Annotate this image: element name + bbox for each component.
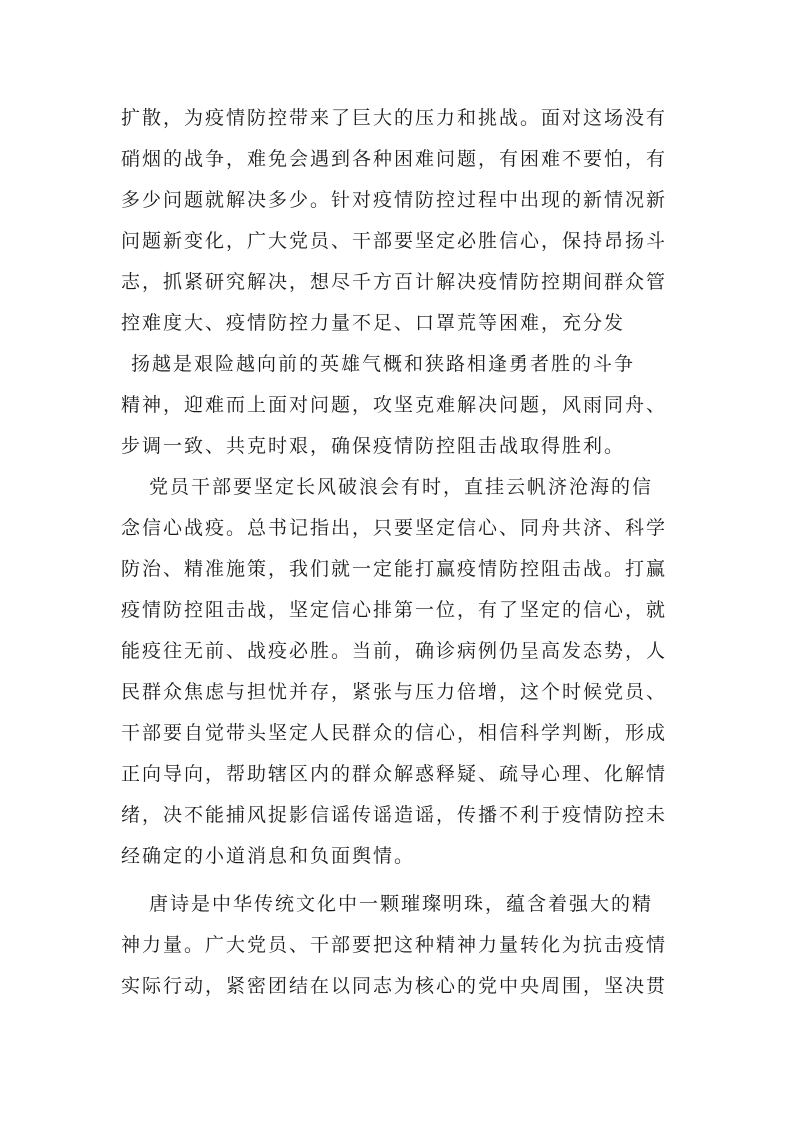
text-line: 经确定的小道消息和负面舆情。: [121, 845, 416, 867]
text-line: 民群众焦虑与担忧并存，紧张与压力倍增，这个时候党员、: [121, 681, 668, 703]
text-line: 问题新变化，广大党员、干部要坚定必胜信心，保持昂扬斗: [121, 230, 668, 252]
text-line: 精神，迎难而上面对问题，攻坚克难解决问题，风雨同舟、: [121, 394, 668, 416]
text-line: 神力量。广大党员、干部要把这种精神力量转化为抗击疫情: [121, 934, 668, 956]
text-line: 实际行动，紧密团结在以同志为核心的党中央周围，坚决贯: [121, 975, 668, 997]
paragraph-first-line: 唐诗是中华传统文化中一颗璀璨明珠，蕴含着强大的精: [149, 893, 654, 915]
text-line: 硝烟的战争，难免会遇到各种困难问题，有困难不要怕，有: [121, 148, 668, 170]
text-line: 控难度大、疫情防控力量不足、口罩荒等困难，充分发: [121, 312, 626, 334]
text-line: 疫情防控阻击战，坚定信心排第一位，有了坚定的信心，就: [121, 599, 668, 621]
text-line: 扩散，为疫情防控带来了巨大的压力和挑战。面对这场没有: [121, 107, 668, 129]
text-line: 能疫往无前、战疫必胜。当前，确诊病例仍呈高发态势，人: [121, 640, 668, 662]
text-line: 正向导向，帮助辖区内的群众解惑释疑、疏导心理、化解情: [121, 763, 668, 785]
text-line: 扬越是艰险越向前的英雄气概和狭路相逢勇者胜的斗争: [131, 353, 636, 375]
text-line: 防治、精准施策，我们就一定能打赢疫情防控阻击战。打赢: [121, 558, 668, 580]
text-line: 步调一致、共克时艰，确保疫情防控阻击战取得胜利。: [121, 435, 626, 457]
text-line: 绪，决不能捕风捉影信谣传谣造谣，传播不利于疫情防控未: [121, 804, 668, 826]
text-line: 志，抓紧研究解决，想尽千方百计解决疫情防控期间群众管: [121, 271, 668, 293]
text-line: 干部要自觉带头坚定人民群众的信心，相信科学判断，形成: [121, 722, 668, 744]
text-line: 念信心战疫。总书记指出，只要坚定信心、同舟共济、科学: [121, 517, 668, 539]
paragraph-first-line: 党员干部要坚定长风破浪会有时，直挂云帆济沧海的信: [149, 476, 654, 498]
text-line: 多少问题就解决多少。针对疫情防控过程中出现的新情况新: [121, 189, 668, 211]
